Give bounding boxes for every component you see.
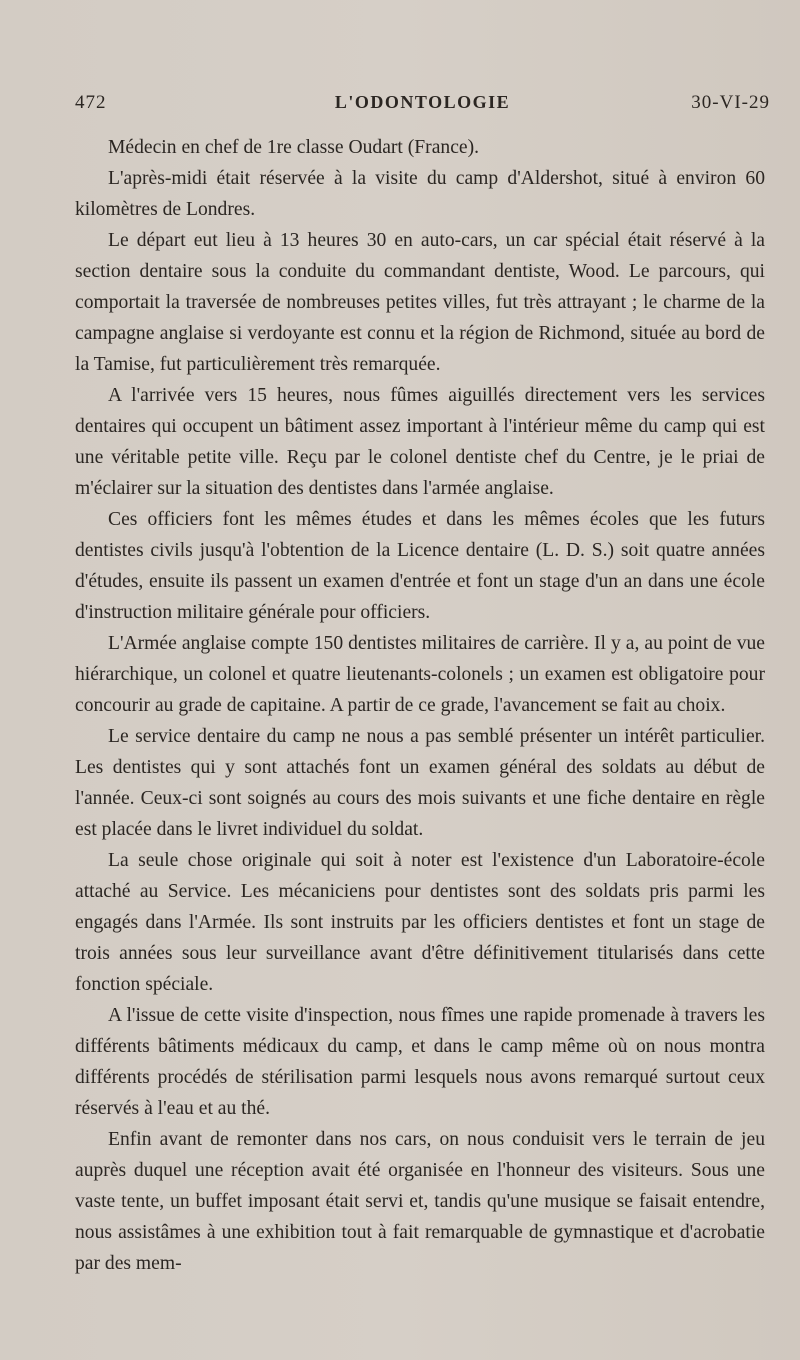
paragraph: La seule chose originale qui soit à noter est l'existence d'un Laboratoire-école attaché au Service. Les mécaniciens pour dentistes sont des soldats pris parmi les engagés dans l'Armée. Ils sont instruits par les officiers dentistes et font un stage de trois années sous leur surveillance avant d'être définitivement titularisés dans cette fonction spéciale. <box>75 850 765 995</box>
paragraph: Enfin avant de remonter dans nos cars, on nous conduisit vers le terrain de jeu auprès duquel une réception avait été organisée en l'honneur des visiteurs. Sous une vaste tente, un buffet imposant était servi et, tandis qu'une musique se faisait entendre, nous assistâmes à une exhibition tout à fait remarquable de gymnastique et d'acrobatie par des mem- <box>75 1129 765 1274</box>
paragraph: Le départ eut lieu à 13 heures 30 en auto-cars, un car spécial était réservé à la section dentaire sous la conduite du commandant dentiste, Wood. Le parcours, qui comportait la traversée de nombreuses petites villes, fut très attrayant ; le charme de la campagne anglaise si verdoyante est connu et la région de Richmond, située au bord de la Tamise, fut particulièrement très remarquée. <box>75 230 765 375</box>
paragraph: A l'arrivée vers 15 heures, nous fûmes aiguillés directement vers les services dentaires qui occupent un bâtiment assez important à l'intérieur même du camp qui est une véritable petite ville. Reçu par le colonel dentiste chef du Centre, je le priai de m'éclairer sur la situation des dentistes dans l'armée anglaise. <box>75 385 765 499</box>
page-number: 472 <box>75 92 107 113</box>
paragraph: L'après-midi était réservée à la visite du camp d'Aldershot, situé à environ 60 kilomètres de Londres. <box>75 168 765 220</box>
page-header <box>75 92 770 122</box>
paragraph: Ces officiers font les mêmes études et dans les mêmes écoles que les futurs dentistes civils jusqu'à l'obtention de la Licence dentaire (L. D. S.) soit quatre années d'études, ensuite ils passent un examen d'entrée et font un stage d'un an dans une école d'instruction militaire générale pour officiers. <box>75 509 765 623</box>
paragraph: Médecin en chef de 1re classe Oudart (France). <box>108 137 480 158</box>
running-title: L'ODONTOLOGIE <box>334 92 511 112</box>
paragraph: A l'issue de cette visite d'inspection, nous fîmes une rapide promenade à travers les différents bâtiments médicaux du camp, et dans le camp même où on nous montra différents procédés de stérilisation parmi lesquels nous avons remarqué surtout ceux réservés à l'eau et au thé. <box>75 1005 765 1119</box>
paragraph: Le service dentaire du camp ne nous a pas semblé présenter un intérêt particulier. Les dentistes qui y sont attachés font un examen général des soldats au début de l'année. Ceux-ci sont soignés au cours des mois suivants et une fiche dentaire en règle est placée dans le livret individuel du soldat. <box>75 726 765 840</box>
issue-date: 30-VI-29 <box>691 92 770 113</box>
paragraph: L'Armée anglaise compte 150 dentistes militaires de carrière. Il y a, au point de vue hiérarchique, un colonel et quatre lieutenants-colonels ; un examen est obligatoire pour concourir au grade de capitaine. A partir de ce grade, l'avancement se fait au choix. <box>75 633 765 716</box>
page-body <box>75 132 765 1279</box>
